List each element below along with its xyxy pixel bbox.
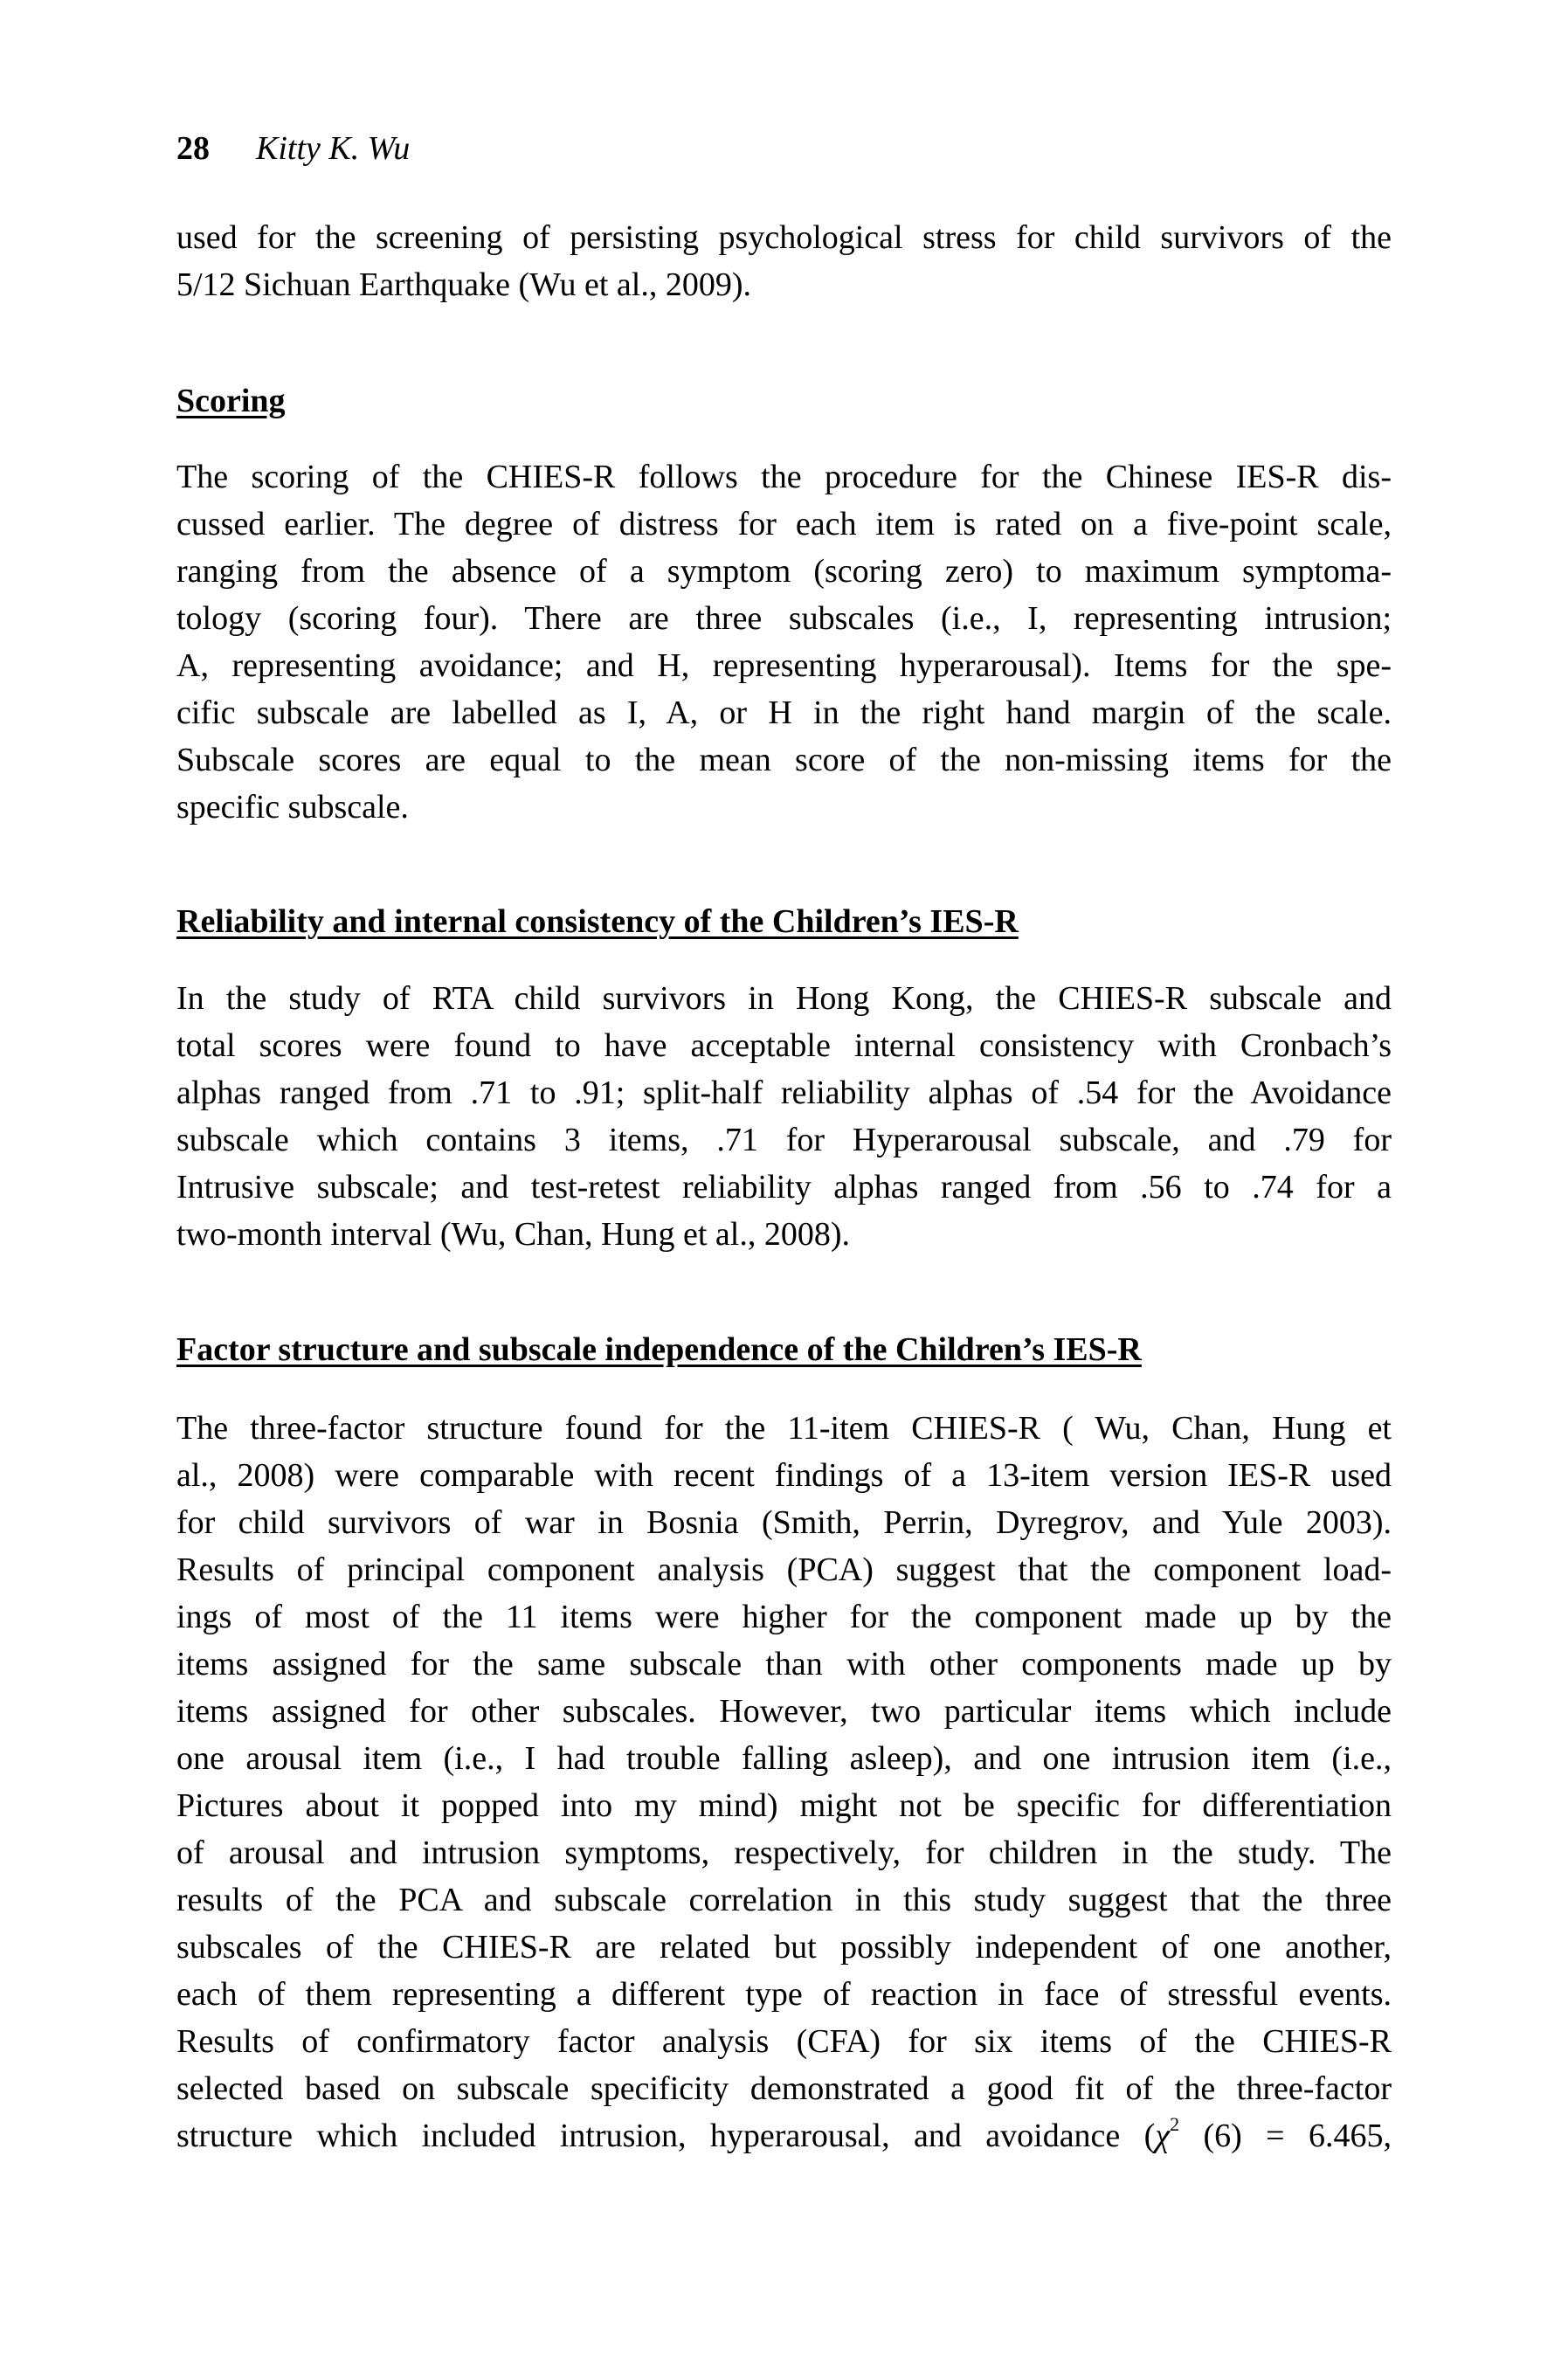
paragraph-line: cussed earlier. The degree of distress for each item is rated on a five-point scale, [176,506,1392,542]
paragraph-line-chi-square [176,2112,1392,2159]
line-text: (6) = 6.465, [1179,2118,1392,2154]
paragraph-line: Results of confirmatory factor analysis (CFA) for six items of the CHIES-R [176,2023,1392,2060]
paragraph-line: items assigned for the same subscale than with other components made up by [176,1646,1392,1682]
intro-paragraph [176,214,1392,308]
scoring-paragraph [176,453,1392,831]
paragraph-line: for child survivors of war in Bosnia (Smith, Perrin, Dyregrov, and Yule 2003). [176,1504,1392,1541]
paragraph-line: A, representing avoidance; and H, representing hyperarousal). Items for the spe- [176,647,1392,684]
paragraph-line: specific subscale. [176,789,409,826]
paragraph-line: alphas ranged from .71 to .91; split-half reliability alphas of .54 for the Avoidance [176,1074,1392,1111]
paragraph-line: each of them representing a different type of reaction in face of stressful events. [176,1976,1392,2013]
paragraph-line: The scoring of the CHIES-R follows the procedure for the Chinese IES-R dis- [176,459,1392,495]
running-head [176,125,410,172]
paragraph-line: In the study of RTA child survivors in Hong Kong, the CHIES-R subscale and [176,980,1392,1017]
paragraph-line: total scores were found to have acceptable internal consistency with Cronbach’s [176,1027,1392,1064]
chi-symbol: χ [1155,2118,1171,2154]
paragraph-line: results of the PCA and subscale correlation in this study suggest that the three [176,1882,1392,1918]
paragraph-line: cific subscale are labelled as I, A, or H in the right hand margin of the scale. [176,694,1392,731]
paragraph-line: items assigned for other subscales. However, two particular items which include [176,1693,1392,1730]
paragraph-line: Intrusive subscale; and test-retest reliability alphas ranged from .56 to .74 for a [176,1169,1392,1206]
paragraph-line: Results of principal component analysis (PCA) suggest that the component load- [176,1551,1392,1588]
paragraph-line: al., 2008) were comparable with recent findings of a 13-item version IES-R used [176,1457,1392,1494]
paragraph-line: subscale which contains 3 items, .71 for Hyperarousal subscale, and .79 for [176,1122,1392,1158]
line-text: structure which included intrusion, hyperarousal, and avoidance ( [176,2118,1156,2154]
paragraph-line: 5/12 Sichuan Earthquake (Wu et al., 2009). [176,266,752,303]
paragraph-line: Pictures about it popped into my mind) might not be specific for differentiation [176,1787,1392,1824]
section-heading-factor-structure: Factor structure and subscale independence of the Children’s IES-R [176,1331,1142,1368]
section-heading-reliability: Reliability and internal consistency of the Children’s IES-R [176,903,1019,940]
paragraph-line: tology (scoring four). There are three subscales (i.e., I, representing intrusion; [176,600,1392,637]
section-heading-scoring: Scoring [176,383,286,419]
paragraph-line: two-month interval (Wu, Chan, Hung et al., 2008). [176,1216,850,1253]
paragraph-line: used for the screening of persisting psychological stress for child survivors of the [176,219,1392,256]
paragraph-line: ranging from the absence of a symptom (scoring zero) to maximum symptoma- [176,553,1392,590]
paragraph-line: selected based on subscale specificity demonstrated a good fit of the three-factor [176,2070,1392,2107]
superscript: 2 [1170,2113,1180,2136]
paragraph-line: one arousal item (i.e., I had trouble falling asleep), and one intrusion item (i.e., [176,1740,1392,1777]
paragraph-line: of arousal and intrusion symptoms, respectively, for children in the study. The [176,1834,1392,1871]
page-number: 28 [176,130,210,167]
running-head-author: Kitty K. Wu [256,130,411,167]
paragraph-line: ings of most of the 11 items were higher for the component made up by the [176,1599,1392,1635]
paragraph-line: subscales of the CHIES-R are related but possibly independent of one another, [176,1929,1392,1966]
reliability-paragraph [176,975,1392,1258]
paragraph-line: The three-factor structure found for the 11-item CHIES-R ( Wu, Chan, Hung et [176,1410,1392,1447]
paragraph-line: Subscale scores are equal to the mean score of the non-missing items for the [176,742,1392,778]
factor-structure-paragraph [176,1405,1392,2159]
